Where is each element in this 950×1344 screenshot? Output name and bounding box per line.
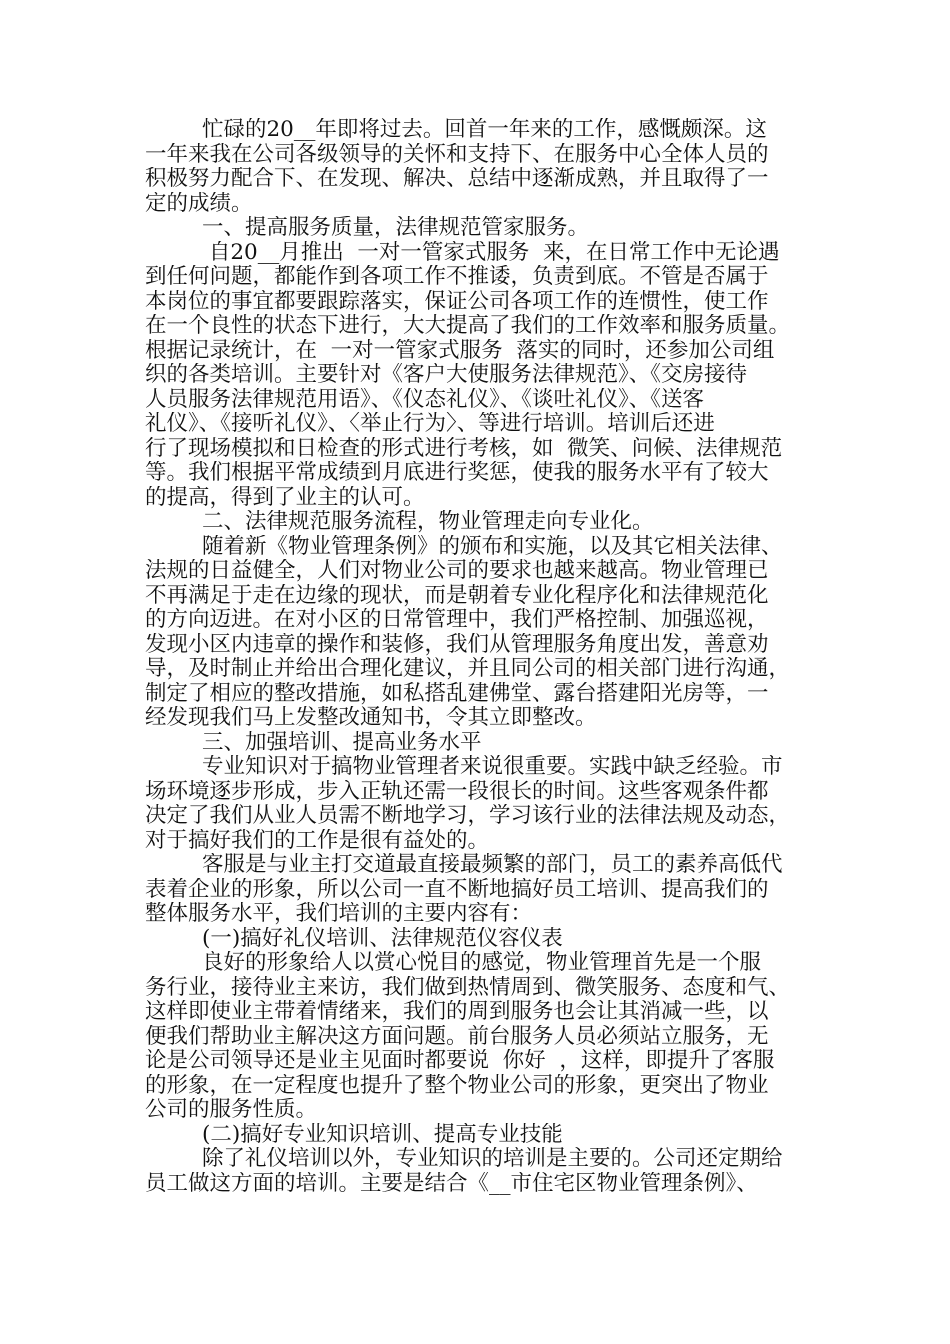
text-line: 积极努力配合下、在发现、解决、总结中逐渐成熟，并且取得了一 [145, 167, 769, 191]
text-line: (一)搞好礼仪培训、法律规范仪容仪表 [202, 926, 563, 951]
text-line: 不再满足于走在边缘的现状，而是朝着专业化程序化和法律规范化 [145, 583, 769, 608]
text-line: 专业知识对于搞物业管理者来说很重要。实践中缺乏经验。市 [202, 755, 783, 779]
text-line: 在一个良性的状态下进行，大大提高了我们的工作效率和服务质量。 [145, 314, 791, 338]
text-line: 表着企业的形象，所以公司一直不断地搞好员工培训、提高我们的 [145, 877, 769, 902]
text-line: 对于搞好我们的工作是很有益处的。 [145, 828, 490, 853]
text-line: 整体服务水平，我们培训的主要内容有： [145, 902, 533, 926]
text-line: 论是公司领导还是业主见面时都要说 你好 ，这样，即提升了客服 [145, 1049, 775, 1073]
text-line: 法规的日益健全，人们对物业公司的要求也越来越高。物业管理已 [145, 559, 769, 583]
text-line: 制定了相应的整改措施，如私搭乱建佛堂、露台搭建阳光房等，一 [145, 681, 769, 706]
text-line: 良好的形象给人以赏心悦目的感觉，物业管理首先是一个服 [202, 951, 762, 975]
text-line: 随着新《物业管理条例》的颁布和实施，以及其它相关法律、 [202, 534, 783, 559]
text-line: 到任何问题，都能作到各项工作不推诿，负责到底。不管是否属于 [145, 265, 769, 289]
text-line: 决定了我们从业人员需不断地学习，学习该行业的法律法规及动态， [145, 804, 791, 828]
text-line: 本岗位的事宜都要跟踪落实，保证公司各项工作的连惯性，使工作 [145, 289, 769, 314]
text-line: 一年来我在公司各级领导的关怀和支持下、在服务中心全体人员的 [145, 142, 769, 167]
text-line: 务行业，接待业主来访，我们做到热情周到、微笑服务、态度和气、 [145, 975, 791, 1000]
text-line: 定的成绩。 [145, 191, 253, 216]
text-line: 忙碌的20__年即将过去。回首一年来的工作，感慨颇深。这 [202, 118, 767, 142]
text-line: 发现小区内违章的操作和装修，我们从管理服务角度出发，善意劝 [145, 632, 769, 657]
text-line: 等。我们根据平常成绩到月底进行奖惩，使我的服务水平有了较大 [145, 461, 769, 485]
text-line: 织的各类培训。主要针对《客户大使服务法律规范》、《交房接待 [145, 363, 748, 387]
text-line: 导，及时制止并给出合理化建议，并且同公司的相关部门进行沟通， [145, 657, 791, 681]
text-line: 客服是与业主打交道最直接最频繁的部门，员工的素养高低代 [202, 853, 783, 877]
text-line: 经发现我们马上发整改通知书，令其立即整改。 [145, 706, 597, 730]
text-line: 二、法律规范服务流程，物业管理走向专业化。 [202, 510, 654, 534]
text-line: 根据记录统计，在 一对一管家式服务 落实的同时，还参加公司组 [145, 338, 775, 363]
text-line: 礼仪》、《接听礼仪》、〈举止行为〉、等进行培训。培训后还进 [145, 412, 715, 436]
text-line: 一、提高服务质量，法律规范管家服务。 [202, 216, 590, 240]
text-line: 公司的服务性质。 [145, 1098, 318, 1122]
text-line: (二)搞好专业知识培训、提高专业技能 [202, 1122, 563, 1147]
text-line: 行了现场模拟和日检查的形式进行考核，如 微笑、问候、法律规范 [145, 436, 783, 461]
text-line: 员工做这方面的培训。主要是结合《__市住宅区物业管理条例》、 [145, 1171, 758, 1196]
text-line: 人员服务法律规范用语》、《仪态礼仪》、《谈吐礼仪》、《送客 [145, 387, 705, 412]
text-line: 的方向迈进。在对小区的日常管理中，我们严格控制、加强巡视， [145, 608, 769, 632]
text-line: 的形象，在一定程度也提升了整个物业公司的形象，更突出了物业 [145, 1073, 769, 1098]
text-line: 自20__月推出 一对一管家式服务 来，在日常工作中无论遇 [202, 240, 780, 265]
text-line: 三、加强培训、提高业务水平 [202, 730, 482, 755]
text-line: 这样即使业主带着情绪来，我们的周到服务也会让其消减一些，以 [145, 1000, 769, 1024]
document-body [145, 118, 822, 1196]
text-line: 除了礼仪培训以外，专业知识的培训是主要的。公司还定期给 [202, 1147, 783, 1171]
text-line: 场环境逐步形成，步入正轨还需一段很长的时间。这些客观条件都 [145, 779, 769, 804]
text-line: 便我们帮助业主解决这方面问题。前台服务人员必须站立服务，无 [145, 1024, 769, 1049]
text-line: 的提高，得到了业主的认可。 [145, 485, 425, 510]
